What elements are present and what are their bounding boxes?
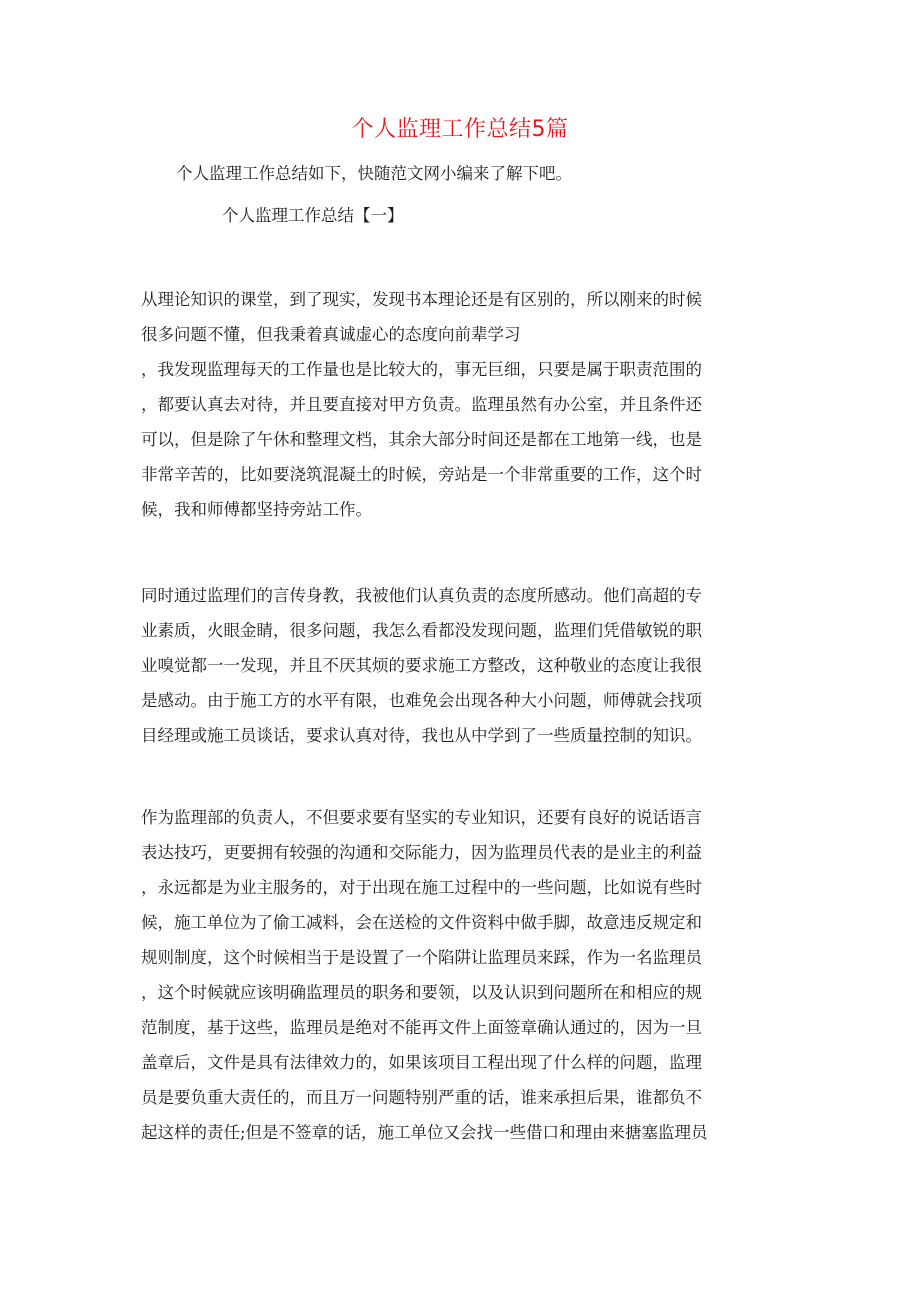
- paragraph-line: 目经理或施工员谈话，要求认真对待，我也从中学到了一些质量控制的知识。: [141, 726, 702, 745]
- paragraph-line: 业嗅觉都一一发现，并且不厌其烦的要求施工方整改，这种敬业的态度让我很: [141, 656, 702, 675]
- paragraph-line: 盖章后，文件是具有法律效力的，如果该项目工程出现了什么样的问题，监理: [141, 1053, 702, 1072]
- intro-text: 个人监理工作总结如下，快随范文网小编来了解下吧。: [176, 164, 572, 183]
- paragraph-line: 非常辛苦的，比如要浇筑混凝土的时候，旁站是一个非常重要的工作，这个时: [141, 465, 702, 484]
- paragraph: [141, 800, 781, 1150]
- paragraph-line: 很多问题不懂，但我秉着真诚虚心的态度向前辈学习: [141, 325, 521, 344]
- paragraph-line: ，永远都是为业主服务的，对于出现在施工过程中的一些问题，比如说有些时: [141, 878, 702, 897]
- paragraph-line: 作为监理部的负责人，不但要求要有坚实的专业知识，还要有良好的说话语言: [141, 808, 702, 827]
- paragraph-line: 从理论知识的课堂，到了现实，发现书本理论还是有区别的，所以刚来的时候: [141, 290, 702, 309]
- paragraph-line: 是感动。由于施工方的水平有限，也难免会出现各种大小问题，师傅就会找项: [141, 691, 702, 710]
- paragraph-line: ，这个时候就应该明确监理员的职务和要领，以及认识到问题所在和相应的规: [141, 983, 702, 1002]
- paragraph: [141, 282, 781, 527]
- paragraph-line: 候，施工单位为了偷工减料，会在送检的文件资料中做手脚，故意违反规定和: [141, 913, 702, 932]
- paragraph-line: 可以，但是除了午休和整理文档，其余大部分时间还是都在工地第一线，也是: [141, 430, 702, 449]
- paragraph-line: 业素质，火眼金睛，很多问题，我怎么看都没发现问题，监理们凭借敏锐的职: [141, 621, 702, 640]
- paragraph-line: 候，我和师傅都坚持旁站工作。: [141, 500, 372, 519]
- paragraph-line: 范制度，基于这些，监理员是绝对不能再文件上面签章确认通过的，因为一旦: [141, 1018, 702, 1037]
- section-heading: 个人监理工作总结【一】: [222, 206, 404, 225]
- document-title: 个人监理工作总结5篇: [351, 117, 569, 142]
- paragraph-line: ，都要认真去对待，并且要直接对甲方负责。监理虽然有办公室，并且条件还: [141, 395, 702, 414]
- paragraph-line: 表达技巧，更要拥有较强的沟通和交际能力，因为监理员代表的是业主的利益: [141, 843, 702, 862]
- paragraph-line: 同时通过监理们的言传身教，我被他们认真负责的态度所感动。他们高超的专: [141, 586, 702, 605]
- paragraph-line: 起这样的责任;但是不签章的话，施工单位又会找一些借口和理由来搪塞监理员: [141, 1123, 708, 1142]
- paragraph-line: 规则制度，这个时候相当于是设置了一个陷阱让监理员来踩，作为一名监理员: [141, 948, 702, 967]
- paragraph: [141, 578, 781, 753]
- paragraph-line: 员是要负重大责任的，而且万一问题特别严重的话，谁来承担后果，谁都负不: [141, 1088, 702, 1107]
- paragraph-line: ，我发现监理每天的工作量也是比较大的，事无巨细，只要是属于职责范围的: [141, 360, 702, 379]
